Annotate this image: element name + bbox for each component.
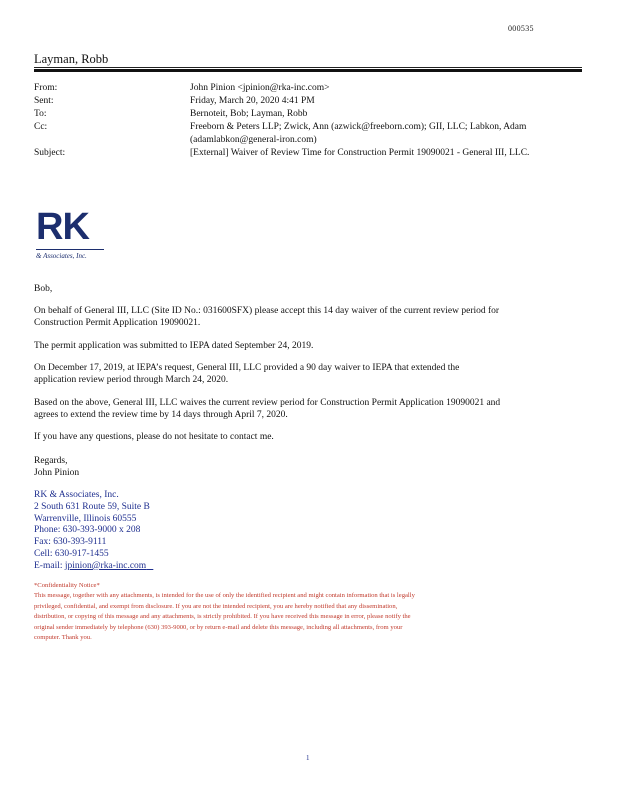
closing: Regards, <box>34 456 68 466</box>
notice-line-4: original sender immediately by telephone (630) 393-9000, or by return e-mail and delete this message, including all attachments, from your <box>34 623 403 631</box>
paragraph-2: The permit application was submitted to IEPA dated September 24, 2019. <box>34 341 314 351</box>
paragraph-1 <box>34 306 574 329</box>
notice-line-5: computer. Thank you. <box>34 634 92 642</box>
from-value: John Pinion <jpinion@rka-inc.com> <box>190 83 330 93</box>
notice-title: *Confidentiality Notice* <box>34 582 100 589</box>
mailbox-owner-name: Layman, Robb <box>34 52 109 66</box>
signature-email-row <box>34 561 153 573</box>
logo-letters: RK <box>36 206 89 248</box>
rk-associates-logo <box>36 206 106 266</box>
paragraph-4-line-2: agrees to extend the review time by 14 days through April 7, 2020. <box>34 409 288 420</box>
subject-value: [External] Waiver of Review Time for Construction Permit 19090021 - General III, LLC. <box>190 148 530 158</box>
sender-name: John Pinion <box>34 467 80 478</box>
cc-value-line1: Freeborn & Peters LLP; Zwick, Ann (azwick@freeborn.com); GII, LLC; Labkon, Adam <box>190 122 527 132</box>
notice-line-3: distribution, or copying of this message and any attachments, is strictly prohibited. If you have received this message in error, please notify the <box>34 613 411 621</box>
email-link-trailing-underline <box>146 561 153 571</box>
sent-value: Friday, March 20, 2020 4:41 PM <box>190 96 315 106</box>
notice-line-2: privileged, confidential, and exempt from disclosure. If you are not the intended recipient, you are hereby notified that any dissemination, <box>34 602 398 610</box>
closing-block <box>34 456 574 479</box>
signature-address-2: Warrenville, Illinois 60555 <box>34 513 137 524</box>
signature-fax: Fax: 630-393-9111 <box>34 537 107 548</box>
signature-company: RK & Associates, Inc. <box>34 490 119 500</box>
signature-block <box>34 490 153 573</box>
paragraph-4 <box>34 398 574 421</box>
paragraph-3 <box>34 363 574 386</box>
signature-address-1: 2 South 631 Route 59, Suite B <box>34 501 150 512</box>
to-value: Bernoteit, Bob; Layman, Robb <box>190 109 308 119</box>
signature-phone: Phone: 630-393-9000 x 208 <box>34 525 141 536</box>
confidentiality-notice <box>34 581 474 643</box>
logo-subtitle: & Associates, Inc. <box>36 252 87 260</box>
cc-label: Cc: <box>34 122 48 132</box>
paragraph-5: If you have any questions, please do not hesitate to contact me. <box>34 432 274 442</box>
cc-value-line2: (adamlabkon@general-iron.com) <box>190 135 317 145</box>
to-label: To: <box>34 109 47 119</box>
page-number: 1 <box>306 754 310 762</box>
paragraph-3-line-2: application review period through March 24, 2020. <box>34 374 229 385</box>
from-label: From: <box>34 83 58 93</box>
paragraph-3-line-1: On December 17, 2019, at IEPA’s request, General III, LLC provided a 90 day waiver to IEPA that extended the <box>34 363 460 373</box>
bates-number: 000535 <box>508 24 534 33</box>
subject-label: Subject: <box>34 148 66 158</box>
header-divider-thick <box>34 69 582 72</box>
signature-email-label: E-mail: <box>34 560 63 571</box>
signature-email-link[interactable]: jpinion@rka-inc.com <box>64 560 147 571</box>
paragraph-1-line-1: On behalf of General III, LLC (Site ID No.: 031600SFX) please accept this 14 day waiver of the current review period for <box>34 306 500 316</box>
logo-underline <box>36 249 104 250</box>
notice-line-1: This message, together with any attachments, is intended for the use of only the identified recipient and might contain information that is legally <box>34 592 415 600</box>
greeting: Bob, <box>34 284 53 294</box>
paragraph-4-line-1: Based on the above, General III, LLC waives the current review period for Construction Permit Application 19090021 and <box>34 398 501 408</box>
sent-label: Sent: <box>34 96 54 106</box>
header-divider-thin <box>34 67 582 68</box>
signature-cell: Cell: 630-917-1455 <box>34 548 109 559</box>
paragraph-1-line-2: Construction Permit Application 19090021. <box>34 317 201 328</box>
